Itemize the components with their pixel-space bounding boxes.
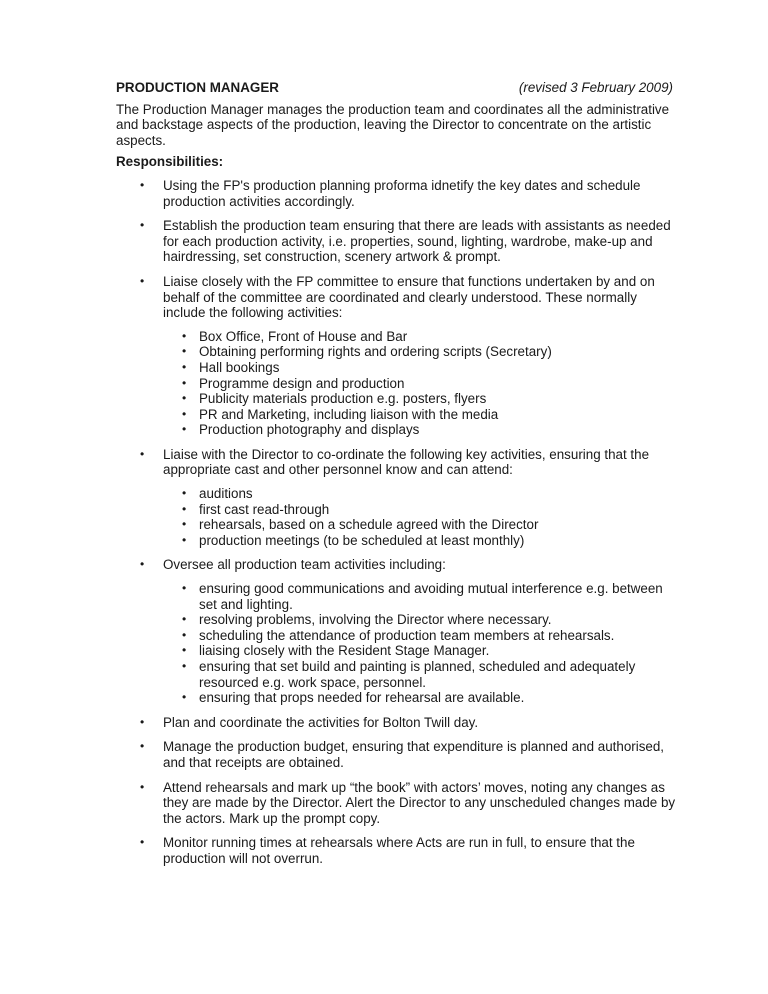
- sub-activity-item: [163, 659, 676, 690]
- bullet-icon: •: [182, 375, 187, 390]
- sub-activity-item: [163, 628, 676, 644]
- sub-activity-list: [163, 581, 676, 706]
- intro-paragraph: The Production Manager manages the production team and coordinates all the administrative and backstage aspects of the production, leaving the Director to concentrate on the artistic aspects.: [116, 101, 670, 148]
- sub-activity-item: [163, 391, 676, 407]
- sub-activity-item: [163, 360, 676, 376]
- bullet-icon: •: [182, 406, 187, 421]
- bullet-icon: •: [140, 557, 145, 572]
- responsibility-item: [116, 274, 676, 438]
- sub-activity-text: scheduling the attendance of production team members at rehearsals.: [199, 627, 615, 643]
- sub-activity-text: resolving problems, involving the Director where necessary.: [199, 612, 552, 628]
- sub-activity-item: [163, 517, 676, 533]
- responsibilities-list: [116, 178, 676, 867]
- sub-activity-text: Programme design and production: [199, 375, 405, 391]
- sub-activity-text: rehearsals, based on a schedule agreed with the Director: [199, 517, 539, 533]
- sub-activity-text: Obtaining performing rights and ordering scripts (Secretary): [199, 344, 552, 360]
- responsibility-item: [116, 447, 676, 549]
- responsibility-text: Plan and coordinate the activities for Bolton Twill day.: [163, 714, 479, 730]
- bullet-icon: •: [182, 501, 187, 516]
- bullet-icon: •: [140, 218, 145, 233]
- bullet-icon: •: [140, 273, 145, 288]
- bullet-icon: •: [140, 835, 145, 850]
- bullet-icon: •: [182, 690, 187, 705]
- sub-activity-list: [163, 329, 676, 438]
- sub-activity-text: liaising closely with the Resident Stage Manager.: [199, 643, 490, 659]
- responsibility-item: [116, 739, 676, 770]
- bullet-icon: •: [182, 532, 187, 547]
- sub-activity-text: ensuring that set build and painting is planned, scheduled and adequately resourced e.g. work space, personnel.: [199, 659, 636, 690]
- bullet-icon: •: [182, 422, 187, 437]
- sub-activity-text: production meetings (to be scheduled at least monthly): [199, 532, 525, 548]
- bullet-icon: •: [182, 517, 187, 532]
- bullet-icon: •: [182, 359, 187, 374]
- sub-activity-text: ensuring that props needed for rehearsal are available.: [199, 690, 525, 706]
- sub-activity-text: PR and Marketing, including liaison with the media: [199, 406, 499, 422]
- sub-activity-item: [163, 422, 676, 438]
- bullet-icon: •: [182, 328, 187, 343]
- sub-activity-text: Hall bookings: [199, 359, 280, 375]
- document-page: [116, 80, 676, 876]
- responsibility-text: Using the FP's production planning proforma idnetify the key dates and schedule production activities accordingly.: [163, 177, 641, 209]
- responsibility-item: [116, 835, 676, 866]
- sub-activity-item: [163, 643, 676, 659]
- responsibility-text: Liaise with the Director to co-ordinate the following key activities, ensuring that the appropriate cast and other personnel know and can attend:: [163, 446, 650, 478]
- bullet-icon: •: [182, 581, 187, 596]
- bullet-icon: •: [140, 446, 145, 461]
- revision-date: (revised 3 February 2009): [518, 80, 673, 95]
- sub-activity-text: Publicity materials production e.g. posters, flyers: [199, 391, 487, 407]
- responsibility-text: Manage the production budget, ensuring that expenditure is planned and authorised, and that receipts are obtained.: [163, 739, 665, 770]
- sub-activity-text: Box Office, Front of House and Bar: [199, 328, 408, 344]
- responsibility-text: Liaise closely with the FP committee to ensure that functions undertaken by and on behalf of the committee are coordinated and clearly understood. These normally include the following activities:: [163, 273, 655, 321]
- sub-activity-text: Production photography and displays: [199, 422, 420, 438]
- sub-activity-item: [163, 502, 676, 518]
- responsibility-text: Oversee all production team activities including:: [163, 557, 446, 573]
- bullet-icon: •: [182, 486, 187, 501]
- sub-activity-item: [163, 581, 676, 612]
- bullet-icon: •: [182, 344, 187, 359]
- sub-activity-item: [163, 376, 676, 392]
- sub-activity-item: [163, 533, 676, 549]
- responsibilities-heading: Responsibilities:: [116, 154, 224, 170]
- sub-activity-text: auditions: [199, 486, 253, 502]
- responsibility-item: [116, 715, 676, 731]
- responsibility-text: Monitor running times at rehearsals where Acts are run in full, to ensure that the production will not overrun.: [163, 835, 635, 866]
- sub-activity-item: [163, 612, 676, 628]
- title-row: [116, 80, 676, 96]
- sub-activity-item: [163, 690, 676, 706]
- responsibility-text: Attend rehearsals and mark up “the book” with actors’ moves, noting any changes as they are made by the Director. Alert the Director to any unscheduled changes made by the actors. Mark up the prompt copy.: [163, 779, 676, 826]
- sub-activity-item: [163, 329, 676, 345]
- bullet-icon: •: [182, 627, 187, 642]
- bullet-icon: •: [182, 612, 187, 627]
- responsibility-text: Establish the production team ensuring that there are leads with assistants as needed for each production activity, i.e. properties, sound, lighting, wardrobe, make-up and hairdressing, set construction, scenery artwork & prompt.: [163, 218, 671, 265]
- bullet-icon: •: [182, 391, 187, 406]
- responsibility-item: [116, 557, 676, 705]
- sub-activity-item: [163, 407, 676, 423]
- sub-activity-text: ensuring good communications and avoiding mutual interference e.g. between set and lighting.: [199, 581, 663, 612]
- responsibility-item: [116, 178, 676, 209]
- sub-activity-item: [163, 486, 676, 502]
- bullet-icon: •: [140, 714, 145, 729]
- sub-activity-item: [163, 344, 676, 360]
- bullet-icon: •: [140, 739, 145, 754]
- bullet-icon: •: [140, 779, 145, 794]
- document-title: PRODUCTION MANAGER: [116, 80, 279, 95]
- sub-activity-text: first cast read-through: [199, 501, 330, 517]
- bullet-icon: •: [140, 177, 145, 192]
- sub-activity-list: [163, 486, 676, 548]
- responsibility-item: [116, 780, 676, 827]
- bullet-icon: •: [182, 659, 187, 673]
- bullet-icon: •: [182, 643, 187, 658]
- responsibility-item: [116, 218, 676, 265]
